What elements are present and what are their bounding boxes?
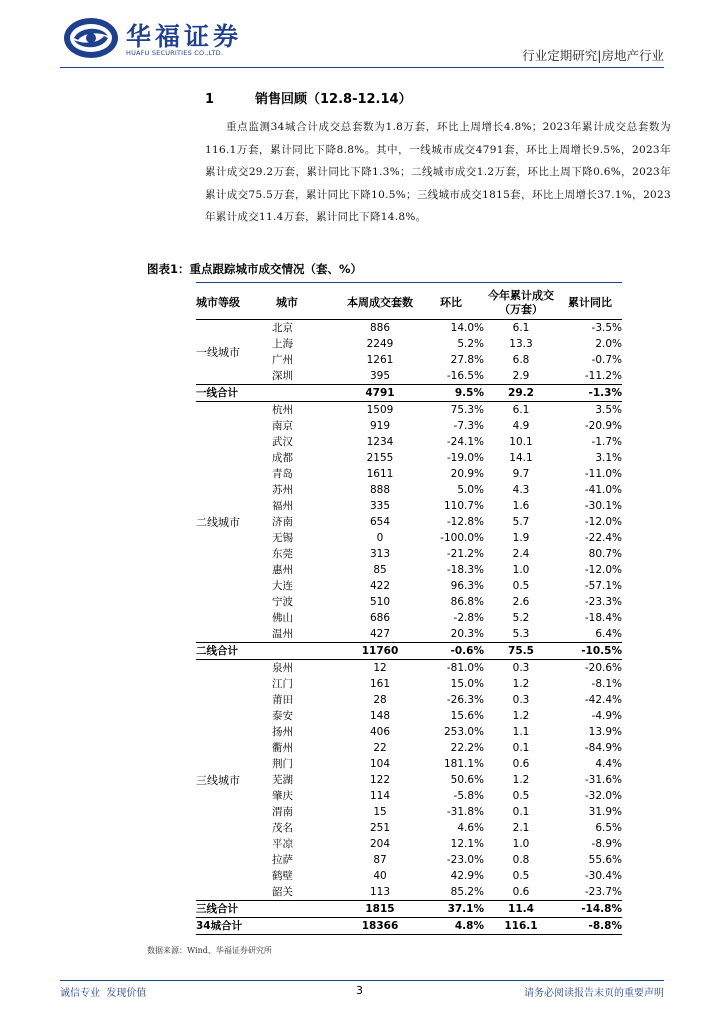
wow-change: -23.0%	[446, 853, 484, 866]
city-name: 武汉	[272, 435, 293, 448]
city-name: 北京	[272, 321, 293, 334]
city-name: 泉州	[272, 661, 293, 674]
ytd-yoy: -12.0%	[584, 563, 622, 576]
subtotal-row	[196, 901, 622, 918]
table-row	[196, 320, 622, 337]
city-name: 韶关	[272, 885, 293, 898]
ytd-yoy: -41.0%	[584, 483, 622, 496]
weekly-units: 85	[373, 563, 387, 576]
wow-change: 27.8%	[450, 353, 484, 366]
section-title: 销售回顾（12.8-12.14）	[255, 92, 412, 107]
ytd-yoy: 3.5%	[595, 403, 622, 416]
col-header-ytd-yoy: 累计同比	[558, 287, 622, 320]
ytd-units: 2.1	[512, 821, 530, 834]
ytd-units: 4.3	[512, 483, 530, 496]
weekly-units: 22	[373, 741, 387, 754]
tier-label: 一线城市	[196, 345, 240, 359]
wow-change: 9.5%	[418, 385, 484, 402]
wow-change: 4.8%	[418, 918, 484, 935]
ytd-yoy: -20.9%	[584, 419, 622, 432]
table-top-rule	[196, 282, 622, 283]
city-name: 南京	[272, 419, 293, 432]
wow-change: 5.2%	[457, 337, 484, 350]
ytd-units: 10.1	[509, 435, 533, 448]
wow-change: 50.6%	[450, 773, 484, 786]
wow-change: 20.3%	[450, 627, 484, 640]
subtotal-label: 三线合计	[196, 901, 342, 918]
wow-change: 20.9%	[450, 467, 484, 480]
city-name: 济南	[272, 515, 293, 528]
ytd-units: 4.9	[512, 419, 530, 432]
ytd-yoy: -8.1%	[591, 677, 622, 690]
table-header-row	[196, 287, 622, 320]
ytd-yoy: 6.5%	[595, 821, 622, 834]
ytd-units: 2.9	[512, 369, 530, 382]
ytd-yoy: -4.9%	[591, 709, 622, 722]
weekly-units: 654	[369, 515, 391, 528]
ytd-units: 6.8	[512, 353, 530, 366]
ytd-yoy: 80.7%	[588, 547, 622, 560]
weekly-units: 4791	[342, 385, 418, 402]
city-name: 江门	[272, 677, 293, 690]
ytd-units: 6.1	[512, 403, 530, 416]
ytd-units: 0.6	[512, 757, 530, 770]
city-name: 上海	[272, 337, 293, 350]
city-name: 衢州	[272, 741, 293, 754]
weekly-units: 204	[369, 837, 391, 850]
wow-change: 12.1%	[450, 837, 484, 850]
wow-change: -12.8%	[446, 515, 484, 528]
ytd-yoy: -11.2%	[584, 369, 622, 382]
col-header-ytd: 今年累计成交 （万套）	[484, 287, 558, 320]
tier-label: 三线城市	[196, 773, 240, 787]
weekly-units: 1261	[366, 353, 394, 366]
wow-change: 22.2%	[450, 741, 484, 754]
ytd-yoy: -31.6%	[584, 773, 622, 786]
weekly-units: 1509	[366, 403, 394, 416]
weekly-units: 0	[376, 531, 384, 544]
col-header-city: 城市	[272, 287, 342, 320]
section-paragraph: 重点监测34城合计成交总套数为1.8万套，环比上周增长4.8%；2023年累计成交总套数为116.1万套，累计同比下降8.8%。其中，一线城市成交4791套，环比上周增长9.5%，2023年累计成交29.2万套，累计同比下降1.3%；二线城市成交1.2万套，环比上周下降0.6%，2023年累计成交75.5万套，累计同比下降10.5%；三线城市成交1815套，环比上周增长37.1%，2023年累计成交11.4万套，累计同比下降14.8%。	[205, 121, 671, 224]
weekly-units: 686	[369, 611, 391, 624]
logo-english-name: HUAFU SECURITIES CO.,LTD.	[126, 49, 224, 57]
ytd-units: 1.1	[512, 725, 530, 738]
ytd-units: 116.1	[484, 918, 558, 935]
city-name: 泰安	[272, 709, 293, 722]
weekly-units: 888	[369, 483, 391, 496]
ytd-yoy: -3.5%	[591, 321, 622, 334]
wow-change: 14.0%	[450, 321, 484, 334]
weekly-units: 12	[373, 661, 387, 674]
weekly-units: 1815	[342, 901, 418, 918]
ytd-yoy: -22.4%	[584, 531, 622, 544]
city-name: 青岛	[272, 467, 293, 480]
wow-change: -2.8%	[453, 611, 484, 624]
figure-title: 图表1：重点跟踪城市成交情况（套、%）	[147, 262, 363, 276]
city-name: 渭南	[272, 805, 293, 818]
weekly-units: 422	[369, 579, 391, 592]
wow-change: -18.3%	[446, 563, 484, 576]
ytd-units: 1.0	[512, 837, 530, 850]
city-name: 佛山	[272, 611, 293, 624]
col-header-tier: 城市等级	[196, 287, 272, 320]
ytd-yoy: -20.6%	[584, 661, 622, 674]
weekly-units: 113	[369, 885, 391, 898]
ytd-units: 0.5	[512, 869, 530, 882]
huafu-logo-icon	[62, 16, 120, 60]
ytd-units: 1.2	[512, 773, 530, 786]
grand-total-label: 34城合计	[196, 918, 342, 935]
ytd-yoy: -30.4%	[584, 869, 622, 882]
ytd-yoy: -14.8%	[558, 901, 622, 918]
ytd-yoy: 6.4%	[595, 627, 622, 640]
wow-change: 85.2%	[450, 885, 484, 898]
city-name: 莆田	[272, 693, 293, 706]
ytd-units: 6.1	[512, 321, 530, 334]
ytd-units: 0.5	[512, 579, 530, 592]
weekly-units: 161	[369, 677, 391, 690]
wow-change: -19.0%	[446, 451, 484, 464]
weekly-units: 104	[369, 757, 391, 770]
wow-change: -24.1%	[446, 435, 484, 448]
city-name: 苏州	[272, 483, 293, 496]
ytd-units: 2.4	[512, 547, 530, 560]
data-source: 数据来源：Wind、华福证券研究所	[147, 946, 272, 955]
city-name: 拉萨	[272, 853, 293, 866]
city-name: 鹤壁	[272, 869, 293, 882]
ytd-yoy: 3.1%	[595, 451, 622, 464]
ytd-yoy: -32.0%	[584, 789, 622, 802]
ytd-yoy: -1.3%	[558, 385, 622, 402]
ytd-units: 0.6	[512, 885, 530, 898]
weekly-units: 335	[369, 499, 391, 512]
weekly-units: 114	[369, 789, 391, 802]
weekly-units: 2155	[366, 451, 394, 464]
city-sales-table	[196, 287, 622, 935]
wow-change: 253.0%	[443, 725, 484, 738]
logo-name: 华福证券	[126, 22, 243, 51]
subtotal-row	[196, 643, 622, 660]
ytd-units: 5.2	[512, 611, 530, 624]
ytd-yoy: 31.9%	[588, 805, 622, 818]
wow-change: 75.3%	[450, 403, 484, 416]
ytd-yoy: -30.1%	[584, 499, 622, 512]
ytd-units: 1.6	[512, 499, 530, 512]
city-name: 平凉	[272, 837, 293, 850]
ytd-units: 0.8	[512, 853, 530, 866]
ytd-units: 1.9	[512, 531, 530, 544]
subtotal-row	[196, 385, 622, 402]
city-name: 深圳	[272, 369, 293, 382]
footer-divider	[60, 980, 664, 981]
wow-change: 15.6%	[450, 709, 484, 722]
weekly-units: 1611	[366, 467, 394, 480]
ytd-yoy: 55.6%	[588, 853, 622, 866]
wow-change: 5.0%	[457, 483, 484, 496]
city-name: 杭州	[272, 403, 293, 416]
ytd-yoy: -0.7%	[591, 353, 622, 366]
ytd-units: 5.3	[512, 627, 530, 640]
city-name: 扬州	[272, 725, 293, 738]
weekly-units: 886	[369, 321, 391, 334]
weekly-units: 427	[369, 627, 391, 640]
weekly-units: 1234	[366, 435, 394, 448]
ytd-units: 0.1	[512, 741, 530, 754]
subtotal-label: 一线合计	[196, 385, 342, 402]
weekly-units: 87	[373, 853, 387, 866]
footer-slogan: 诚信专业 发现价值	[60, 988, 147, 999]
ytd-yoy: -42.4%	[584, 693, 622, 706]
city-name: 肇庆	[272, 789, 293, 802]
wow-change: -100.0%	[440, 531, 484, 544]
wow-change: -0.6%	[418, 643, 484, 660]
ytd-units: 29.2	[484, 385, 558, 402]
city-name: 宁波	[272, 595, 293, 608]
ytd-units: 13.3	[509, 337, 533, 350]
weekly-units: 510	[369, 595, 391, 608]
city-name: 大连	[272, 579, 293, 592]
table-row	[196, 660, 622, 677]
ytd-units: 0.5	[512, 789, 530, 802]
ytd-units: 14.1	[509, 451, 533, 464]
ytd-yoy: -12.0%	[584, 515, 622, 528]
section-heading	[205, 88, 412, 107]
weekly-units: 18366	[342, 918, 418, 935]
wow-change: 181.1%	[443, 757, 484, 770]
weekly-units: 251	[369, 821, 391, 834]
wow-change: -26.3%	[446, 693, 484, 706]
weekly-units: 919	[369, 419, 391, 432]
wow-change: -5.8%	[453, 789, 484, 802]
city-name: 无锡	[272, 531, 293, 544]
ytd-yoy: 4.4%	[595, 757, 622, 770]
ytd-units: 0.3	[512, 661, 530, 674]
wow-change: -16.5%	[446, 369, 484, 382]
col-header-wow: 环比	[418, 287, 484, 320]
ytd-yoy: -8.8%	[558, 918, 622, 935]
ytd-units: 9.7	[512, 467, 530, 480]
ytd-yoy: 2.0%	[595, 337, 622, 350]
ytd-yoy: 13.9%	[588, 725, 622, 738]
subtotal-label: 二线合计	[196, 643, 342, 660]
city-name: 成都	[272, 451, 293, 464]
ytd-units: 1.0	[512, 563, 530, 576]
city-name: 福州	[272, 499, 293, 512]
page-number: 3	[356, 984, 363, 997]
weekly-units: 11760	[342, 643, 418, 660]
tier-label: 二线城市	[196, 515, 240, 529]
weekly-units: 122	[369, 773, 391, 786]
weekly-units: 15	[373, 805, 387, 818]
city-name: 芜湖	[272, 773, 293, 786]
ytd-yoy: -57.1%	[584, 579, 622, 592]
wow-change: 96.3%	[450, 579, 484, 592]
wow-change: 4.6%	[457, 821, 484, 834]
weekly-units: 406	[369, 725, 391, 738]
city-name: 荆门	[272, 757, 293, 770]
weekly-units: 40	[373, 869, 387, 882]
ytd-yoy: -23.3%	[584, 595, 622, 608]
weekly-units: 28	[373, 693, 387, 706]
ytd-units: 0.1	[512, 805, 530, 818]
ytd-yoy: -8.9%	[591, 837, 622, 850]
weekly-units: 148	[369, 709, 391, 722]
ytd-yoy: -23.7%	[584, 885, 622, 898]
ytd-units: 5.7	[512, 515, 530, 528]
col-header-weekly-units: 本周成交套数	[342, 287, 418, 320]
wow-change: 86.8%	[450, 595, 484, 608]
company-logo	[62, 14, 272, 66]
ytd-units: 1.2	[512, 709, 530, 722]
section-number: 1	[205, 92, 215, 107]
city-name: 惠州	[272, 563, 293, 576]
wow-change: -7.3%	[453, 419, 484, 432]
grand-total-row	[196, 918, 622, 935]
ytd-yoy: -1.7%	[591, 435, 622, 448]
table-row	[196, 402, 622, 419]
city-name: 温州	[272, 627, 293, 640]
ytd-yoy: -11.0%	[584, 467, 622, 480]
report-type: 行业定期研究|房地产行业	[522, 48, 664, 63]
city-name: 东莞	[272, 547, 293, 560]
ytd-units: 75.5	[484, 643, 558, 660]
wow-change: -31.8%	[446, 805, 484, 818]
ytd-yoy: -10.5%	[558, 643, 622, 660]
footer-disclaimer: 请务必阅读报告末页的重要声明	[524, 988, 664, 999]
ytd-units: 0.3	[512, 693, 530, 706]
wow-change: 110.7%	[443, 499, 484, 512]
header-divider	[60, 67, 664, 68]
ytd-units: 2.6	[512, 595, 530, 608]
weekly-units: 313	[369, 547, 391, 560]
wow-change: 15.0%	[450, 677, 484, 690]
ytd-yoy: -18.4%	[584, 611, 622, 624]
ytd-units: 1.2	[512, 677, 530, 690]
ytd-units: 11.4	[484, 901, 558, 918]
wow-change: 37.1%	[418, 901, 484, 918]
ytd-yoy: -84.9%	[584, 741, 622, 754]
city-name: 广州	[272, 353, 293, 366]
wow-change: -21.2%	[446, 547, 484, 560]
weekly-units: 395	[369, 369, 391, 382]
wow-change: -81.0%	[446, 661, 484, 674]
city-name: 茂名	[272, 821, 293, 834]
wow-change: 42.9%	[450, 869, 484, 882]
weekly-units: 2249	[366, 337, 394, 350]
